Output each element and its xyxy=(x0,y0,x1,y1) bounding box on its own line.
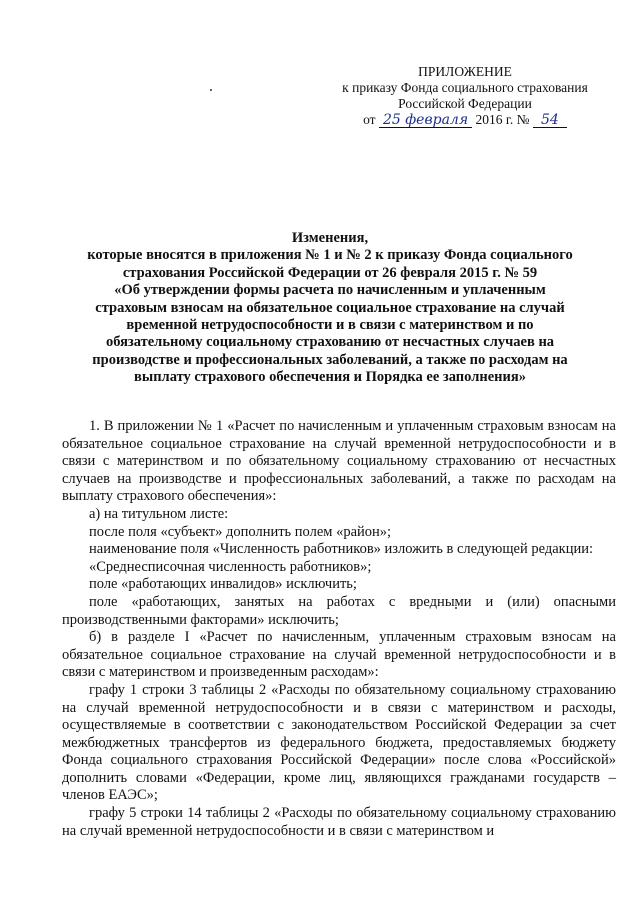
paragraph: графу 5 строки 14 таблицы 2 «Расходы по обязательному социальному страхованию на случай временной нетрудоспособности и в связи с материнством и xyxy=(62,805,616,839)
title-line: Изменения, xyxy=(291,230,369,246)
paragraph: «Среднесписочная численность работников»; xyxy=(89,558,372,575)
document-body xyxy=(62,418,616,840)
title-line: производстве и профессиональных заболеваний, а также по расходам на xyxy=(92,351,568,368)
title-line: страхования Российской Федерации от 26 февраля 2015 г. № 59 xyxy=(122,264,538,281)
appendix-label: ПРИЛОЖЕНИЕ xyxy=(418,64,512,79)
paragraph-subitem-b: б) в разделе I «Расчет по начисленным, уплаченным страховым взносам на обязательное социальное страхование на случай временной нетрудоспособности и в связи с материнством и произведенным расходам»: xyxy=(62,629,616,681)
title-line: которые вносятся в приложения № 1 и № 2 к приказу Фонда социального xyxy=(87,247,573,264)
paragraph: поле «работающих, занятых на работах с вредными и (или) опасными производственными факторами» исключить; xyxy=(62,593,616,628)
document-title xyxy=(70,230,590,387)
paragraph: поле «работающих инвалидов» исключить; xyxy=(89,576,357,593)
paragraph: наименование поля «Численность работников» изложить в следующей редакции: xyxy=(89,541,593,558)
appendix-header xyxy=(340,64,590,128)
date-prefix: от xyxy=(363,112,376,127)
title-line: обязательному социальному страхованию от несчастных случаев на xyxy=(105,334,555,351)
appendix-date-line xyxy=(340,112,590,128)
paragraph: после поля «субъект» дополнить полем «район»; xyxy=(89,523,392,540)
handwritten-number: 54 xyxy=(533,113,567,128)
paragraph: графу 1 строки 3 таблицы 2 «Расходы по обязательному социальному страхованию на случай временной нетрудоспособности и в связи с материнством и расходы, осуществляемые в соответствии с законодательством Российской Федерации за счет межбюджетных трансфертов из федерального бюджета, предоставляемых бюджету Фонда социального страхования Российской Федерации» после слова «Российской» дополнить словами «Федерации, кроме лиц, являющихся гражданами государств – членов ЕАЭС»; xyxy=(62,681,616,804)
title-line: временной нетрудоспособности и в связи с материнством и по xyxy=(126,317,534,334)
title-line: «Об утверждении формы расчета по начисленным и уплаченным xyxy=(114,282,546,299)
appendix-line-federation: Российской Федерации xyxy=(398,96,532,111)
appendix-line-order: к приказу Фонда социального страхования xyxy=(342,80,588,95)
year-and-number-label: 2016 г. № xyxy=(475,112,530,127)
title-line: страховым взносам на обязательное социальное страхование на случай xyxy=(95,299,565,316)
handwritten-date: 25 февраля xyxy=(379,113,472,128)
paragraph-subitem-a: а) на титульном листе: xyxy=(89,505,229,522)
paragraph-item-1: 1. В приложении № 1 «Расчет по начисленным и уплаченным страховым взносам на обязательное социальное страхование на случай временной нетрудоспособности и в связи с материнством и по обязательному социальному страхованию от несчастных случаев на производстве и профессиональных заболеваний, а также по расходам на выплату страхового обеспечения»: xyxy=(62,418,616,505)
title-line: выплату страхового обеспечения и Порядка ее заполнения» xyxy=(134,369,526,386)
scan-speck xyxy=(210,89,212,91)
